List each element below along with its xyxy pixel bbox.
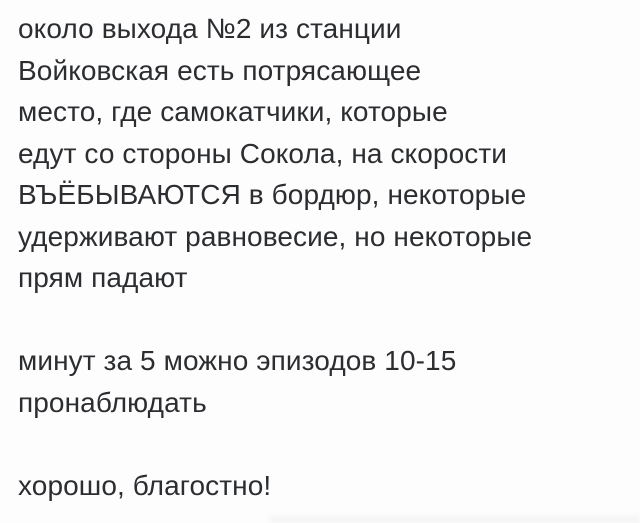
bottom-blur-artifact (270, 516, 640, 523)
text-line: около выхода №2 из станции (18, 13, 402, 44)
text-line: удерживают равновесие, но некоторые (18, 220, 533, 252)
text-line: минут за 5 можно эпизодов 10-15 (18, 345, 457, 376)
text-line: место, где самокатчики, которые (18, 96, 448, 127)
text-line: Войковская есть потрясающее (18, 54, 422, 86)
text-line: пронаблюдать (18, 386, 207, 418)
paragraph (18, 340, 630, 423)
paragraph (18, 465, 630, 507)
text-line: прям падают (18, 262, 188, 293)
text-line: хорошо, благостно! (18, 469, 272, 501)
text-line: ВЪЁБЫВАЮТСЯ в бордюр, некоторые (18, 179, 527, 210)
paragraph (18, 8, 630, 299)
text-line: едут со стороны Сокола, на скорости (18, 137, 508, 169)
